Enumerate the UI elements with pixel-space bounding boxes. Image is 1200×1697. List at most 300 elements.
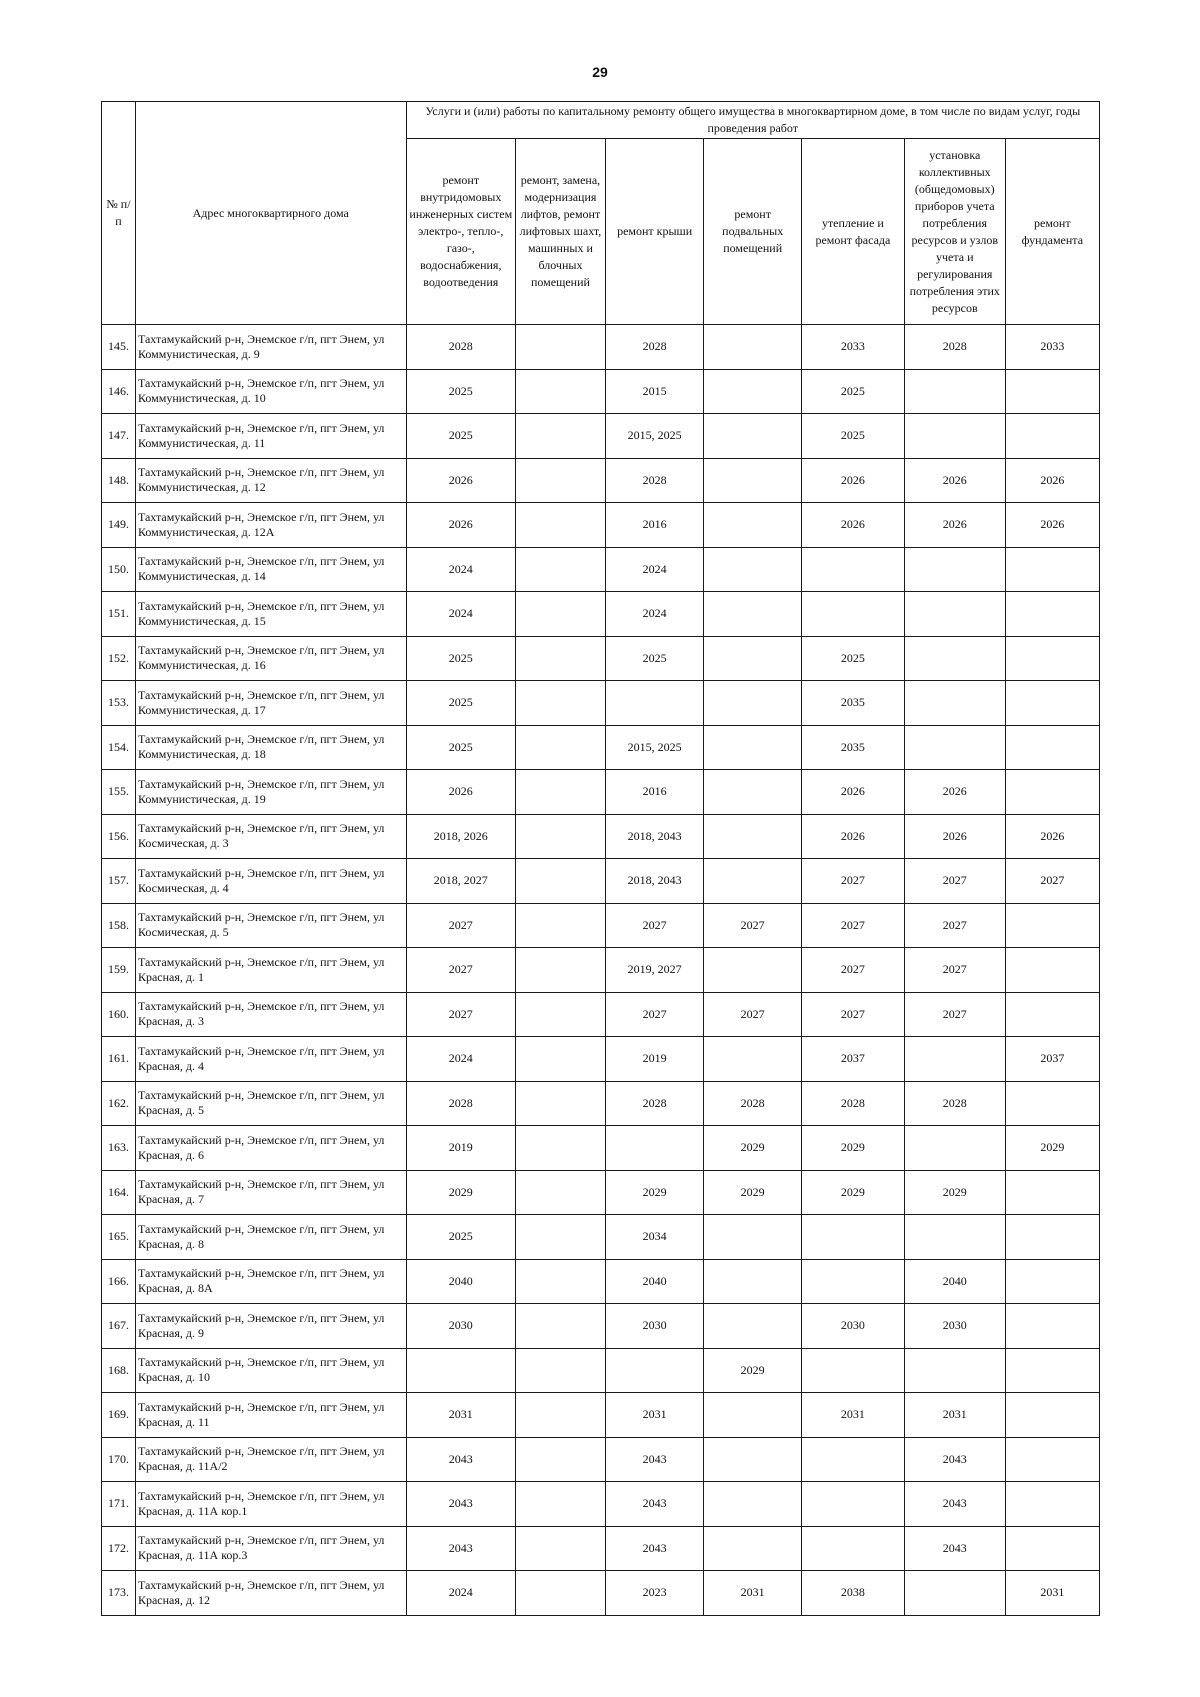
cell-engineering-systems: 2028: [406, 1081, 516, 1126]
cell-roof: 2027: [605, 903, 704, 948]
header-meters: установка коллективных (общедомовых) приборов учета потребления ресурсов и узлов учета и регулирования потребления этих ресурсов: [904, 139, 1005, 325]
cell-facade: 2025: [801, 636, 904, 681]
cell-elevators: [516, 503, 606, 548]
table-row: [102, 1215, 1100, 1260]
cell-meters: [904, 369, 1005, 414]
table-row: [102, 859, 1100, 904]
row-address: Тахтамукайский р-н, Энемское г/п, пгт Энем, ул Красная, д. 8: [135, 1215, 406, 1260]
row-address: Тахтамукайский р-н, Энемское г/п, пгт Энем, ул Коммунистическая, д. 15: [135, 592, 406, 637]
cell-roof: 2018, 2043: [605, 814, 704, 859]
row-address: Тахтамукайский р-н, Энемское г/п, пгт Энем, ул Красная, д. 10: [135, 1348, 406, 1393]
cell-facade: 2025: [801, 369, 904, 414]
row-address: Тахтамукайский р-н, Энемское г/п, пгт Энем, ул Коммунистическая, д. 11: [135, 414, 406, 459]
row-number: 160.: [102, 992, 136, 1037]
row-address: Тахтамукайский р-н, Энемское г/п, пгт Энем, ул Красная, д. 7: [135, 1170, 406, 1215]
row-address: Тахтамукайский р-н, Энемское г/п, пгт Энем, ул Красная, д. 12: [135, 1571, 406, 1616]
cell-basement: 2029: [704, 1126, 801, 1171]
cell-elevators: [516, 992, 606, 1037]
row-address: Тахтамукайский р-н, Энемское г/п, пгт Энем, ул Коммунистическая, д. 14: [135, 547, 406, 592]
row-number: 165.: [102, 1215, 136, 1260]
cell-roof: 2043: [605, 1482, 704, 1527]
cell-engineering-systems: 2028: [406, 325, 516, 370]
cell-roof: 2015: [605, 369, 704, 414]
row-address: Тахтамукайский р-н, Энемское г/п, пгт Энем, ул Коммунистическая, д. 12А: [135, 503, 406, 548]
cell-meters: 2027: [904, 992, 1005, 1037]
row-address: Тахтамукайский р-н, Энемское г/п, пгт Энем, ул Коммунистическая, д. 10: [135, 369, 406, 414]
row-number: 171.: [102, 1482, 136, 1527]
table-body: [102, 325, 1100, 1616]
cell-engineering-systems: 2043: [406, 1526, 516, 1571]
header-number: № п/п: [102, 102, 136, 325]
cell-roof: 2028: [605, 1081, 704, 1126]
row-number: 163.: [102, 1126, 136, 1171]
cell-elevators: [516, 414, 606, 459]
cell-meters: [904, 1126, 1005, 1171]
cell-roof: 2016: [605, 770, 704, 815]
table-row: [102, 1571, 1100, 1616]
cell-foundation: [1005, 1526, 1099, 1571]
cell-foundation: 2026: [1005, 503, 1099, 548]
cell-engineering-systems: 2027: [406, 903, 516, 948]
cell-basement: [704, 414, 801, 459]
cell-roof: 2015, 2025: [605, 725, 704, 770]
cell-basement: [704, 948, 801, 993]
row-address: Тахтамукайский р-н, Энемское г/п, пгт Энем, ул Красная, д. 11А кор.1: [135, 1482, 406, 1527]
cell-foundation: 2029: [1005, 1126, 1099, 1171]
cell-elevators: [516, 1126, 606, 1171]
table-row: [102, 414, 1100, 459]
table-row: [102, 1170, 1100, 1215]
cell-foundation: [1005, 1170, 1099, 1215]
cell-engineering-systems: 2025: [406, 681, 516, 726]
cell-facade: 2031: [801, 1393, 904, 1438]
cell-foundation: [1005, 547, 1099, 592]
row-address: Тахтамукайский р-н, Энемское г/п, пгт Энем, ул Красная, д. 6: [135, 1126, 406, 1171]
cell-basement: 2031: [704, 1571, 801, 1616]
header-roof: ремонт крыши: [605, 139, 704, 325]
cell-foundation: [1005, 992, 1099, 1037]
cell-roof: 2028: [605, 325, 704, 370]
cell-engineering-systems: 2030: [406, 1304, 516, 1349]
cell-elevators: [516, 903, 606, 948]
cell-facade: 2038: [801, 1571, 904, 1616]
cell-meters: 2030: [904, 1304, 1005, 1349]
row-address: Тахтамукайский р-н, Энемское г/п, пгт Энем, ул Коммунистическая, д. 12: [135, 458, 406, 503]
table-row: [102, 992, 1100, 1037]
cell-foundation: 2031: [1005, 1571, 1099, 1616]
cell-facade: 2027: [801, 903, 904, 948]
row-address: Тахтамукайский р-н, Энемское г/п, пгт Энем, ул Коммунистическая, д. 9: [135, 325, 406, 370]
cell-basement: [704, 1259, 801, 1304]
cell-basement: [704, 503, 801, 548]
cell-foundation: [1005, 592, 1099, 637]
cell-elevators: [516, 1304, 606, 1349]
cell-basement: 2029: [704, 1170, 801, 1215]
cell-meters: 2043: [904, 1526, 1005, 1571]
cell-engineering-systems: 2043: [406, 1437, 516, 1482]
cell-facade: 2027: [801, 948, 904, 993]
cell-roof: 2019: [605, 1037, 704, 1082]
cell-meters: [904, 1571, 1005, 1616]
cell-foundation: [1005, 1304, 1099, 1349]
cell-meters: 2031: [904, 1393, 1005, 1438]
cell-elevators: [516, 948, 606, 993]
row-number: 146.: [102, 369, 136, 414]
cell-roof: 2015, 2025: [605, 414, 704, 459]
row-number: 168.: [102, 1348, 136, 1393]
cell-engineering-systems: 2024: [406, 1571, 516, 1616]
cell-roof: 2028: [605, 458, 704, 503]
cell-elevators: [516, 1571, 606, 1616]
row-number: 164.: [102, 1170, 136, 1215]
cell-foundation: [1005, 903, 1099, 948]
cell-meters: 2027: [904, 948, 1005, 993]
cell-foundation: 2037: [1005, 1037, 1099, 1082]
cell-facade: 2025: [801, 414, 904, 459]
cell-roof: 2023: [605, 1571, 704, 1616]
cell-elevators: [516, 1170, 606, 1215]
cell-meters: 2026: [904, 814, 1005, 859]
table-row: [102, 325, 1100, 370]
cell-elevators: [516, 1081, 606, 1126]
cell-foundation: [1005, 770, 1099, 815]
cell-meters: 2043: [904, 1437, 1005, 1482]
cell-engineering-systems: 2043: [406, 1482, 516, 1527]
cell-meters: [904, 1348, 1005, 1393]
row-address: Тахтамукайский р-н, Энемское г/п, пгт Энем, ул Красная, д. 9: [135, 1304, 406, 1349]
cell-roof: 2029: [605, 1170, 704, 1215]
cell-elevators: [516, 1259, 606, 1304]
table-row: [102, 1348, 1100, 1393]
cell-meters: 2028: [904, 325, 1005, 370]
page-number: 29: [592, 64, 608, 80]
cell-basement: [704, 814, 801, 859]
cell-basement: [704, 1304, 801, 1349]
cell-meters: [904, 414, 1005, 459]
row-number: 155.: [102, 770, 136, 815]
cell-roof: 2031: [605, 1393, 704, 1438]
header-services-group: Услуги и (или) работы по капитальному ремонту общего имущества в многоквартирном доме, в том числе по видам услуг, годы проведения работ: [406, 102, 1099, 139]
row-number: 145.: [102, 325, 136, 370]
row-address: Тахтамукайский р-н, Энемское г/п, пгт Энем, ул Красная, д. 1: [135, 948, 406, 993]
cell-roof: [605, 1126, 704, 1171]
cell-facade: 2028: [801, 1081, 904, 1126]
table-row: [102, 1081, 1100, 1126]
cell-meters: 2027: [904, 859, 1005, 904]
cell-meters: [904, 592, 1005, 637]
capital-repair-table: [101, 101, 1100, 1616]
cell-elevators: [516, 636, 606, 681]
cell-engineering-systems: 2018, 2027: [406, 859, 516, 904]
row-number: 159.: [102, 948, 136, 993]
cell-foundation: [1005, 948, 1099, 993]
cell-facade: 2035: [801, 725, 904, 770]
cell-elevators: [516, 1482, 606, 1527]
cell-basement: [704, 1215, 801, 1260]
cell-basement: [704, 1526, 801, 1571]
cell-facade: [801, 1215, 904, 1260]
cell-meters: [904, 681, 1005, 726]
cell-elevators: [516, 814, 606, 859]
cell-basement: [704, 547, 801, 592]
row-number: 151.: [102, 592, 136, 637]
cell-facade: 2035: [801, 681, 904, 726]
table-row: [102, 592, 1100, 637]
cell-engineering-systems: 2024: [406, 547, 516, 592]
cell-meters: [904, 725, 1005, 770]
cell-engineering-systems: 2031: [406, 1393, 516, 1438]
table-row: [102, 458, 1100, 503]
row-number: 162.: [102, 1081, 136, 1126]
cell-engineering-systems: [406, 1348, 516, 1393]
cell-facade: 2027: [801, 859, 904, 904]
table-row: [102, 1126, 1100, 1171]
row-number: 148.: [102, 458, 136, 503]
cell-basement: [704, 369, 801, 414]
cell-facade: 2026: [801, 503, 904, 548]
cell-elevators: [516, 1526, 606, 1571]
row-number: 166.: [102, 1259, 136, 1304]
row-address: Тахтамукайский р-н, Энемское г/п, пгт Энем, ул Красная, д. 11А/2: [135, 1437, 406, 1482]
table-row: [102, 1526, 1100, 1571]
header-address: Адрес многоквартирного дома: [135, 102, 406, 325]
cell-engineering-systems: 2040: [406, 1259, 516, 1304]
row-number: 161.: [102, 1037, 136, 1082]
cell-roof: 2018, 2043: [605, 859, 704, 904]
cell-roof: 2043: [605, 1437, 704, 1482]
cell-elevators: [516, 681, 606, 726]
cell-elevators: [516, 1393, 606, 1438]
cell-basement: [704, 770, 801, 815]
row-address: Тахтамукайский р-н, Энемское г/п, пгт Энем, ул Коммунистическая, д. 19: [135, 770, 406, 815]
cell-meters: [904, 1215, 1005, 1260]
cell-basement: [704, 681, 801, 726]
cell-facade: [801, 1348, 904, 1393]
row-address: Тахтамукайский р-н, Энемское г/п, пгт Энем, ул Космическая, д. 4: [135, 859, 406, 904]
cell-engineering-systems: 2026: [406, 770, 516, 815]
cell-engineering-systems: 2025: [406, 414, 516, 459]
cell-roof: 2043: [605, 1526, 704, 1571]
cell-facade: 2029: [801, 1126, 904, 1171]
cell-engineering-systems: 2025: [406, 636, 516, 681]
row-address: Тахтамукайский р-н, Энемское г/п, пгт Энем, ул Красная, д. 4: [135, 1037, 406, 1082]
cell-engineering-systems: 2024: [406, 1037, 516, 1082]
cell-facade: 2026: [801, 770, 904, 815]
cell-basement: [704, 859, 801, 904]
cell-foundation: [1005, 1393, 1099, 1438]
cell-elevators: [516, 547, 606, 592]
cell-meters: 2027: [904, 903, 1005, 948]
cell-elevators: [516, 325, 606, 370]
cell-roof: 2034: [605, 1215, 704, 1260]
cell-roof: 2025: [605, 636, 704, 681]
cell-engineering-systems: 2026: [406, 503, 516, 548]
row-number: 170.: [102, 1437, 136, 1482]
cell-meters: [904, 636, 1005, 681]
row-address: Тахтамукайский р-н, Энемское г/п, пгт Энем, ул Коммунистическая, д. 17: [135, 681, 406, 726]
cell-facade: [801, 1259, 904, 1304]
row-address: Тахтамукайский р-н, Энемское г/п, пгт Энем, ул Коммунистическая, д. 16: [135, 636, 406, 681]
table-row: [102, 1259, 1100, 1304]
table-row: [102, 770, 1100, 815]
cell-meters: 2029: [904, 1170, 1005, 1215]
cell-elevators: [516, 725, 606, 770]
table-row: [102, 1304, 1100, 1349]
cell-foundation: [1005, 414, 1099, 459]
cell-facade: 2037: [801, 1037, 904, 1082]
cell-foundation: [1005, 725, 1099, 770]
table-row: [102, 903, 1100, 948]
cell-basement: 2029: [704, 1348, 801, 1393]
table-row: [102, 369, 1100, 414]
cell-engineering-systems: 2025: [406, 369, 516, 414]
cell-basement: [704, 1482, 801, 1527]
cell-foundation: [1005, 1081, 1099, 1126]
header-facade: утепление и ремонт фасада: [801, 139, 904, 325]
cell-foundation: [1005, 1259, 1099, 1304]
cell-engineering-systems: 2025: [406, 1215, 516, 1260]
cell-basement: 2028: [704, 1081, 801, 1126]
cell-engineering-systems: 2029: [406, 1170, 516, 1215]
cell-roof: 2024: [605, 592, 704, 637]
cell-meters: [904, 1037, 1005, 1082]
row-number: 158.: [102, 903, 136, 948]
cell-meters: [904, 547, 1005, 592]
table-row: [102, 1037, 1100, 1082]
row-number: 147.: [102, 414, 136, 459]
row-address: Тахтамукайский р-н, Энемское г/п, пгт Энем, ул Коммунистическая, д. 18: [135, 725, 406, 770]
header-basement: ремонт подвальных помещений: [704, 139, 801, 325]
cell-roof: 2016: [605, 503, 704, 548]
row-number: 169.: [102, 1393, 136, 1438]
cell-basement: [704, 1037, 801, 1082]
cell-engineering-systems: 2024: [406, 592, 516, 637]
cell-basement: [704, 725, 801, 770]
cell-facade: 2033: [801, 325, 904, 370]
table-row: [102, 681, 1100, 726]
cell-elevators: [516, 770, 606, 815]
cell-foundation: 2026: [1005, 814, 1099, 859]
row-number: 157.: [102, 859, 136, 904]
row-number: 150.: [102, 547, 136, 592]
table-row: [102, 1437, 1100, 1482]
header-elevators: ремонт, замена, модернизация лифтов, ремонт лифтовых шахт, машинных и блочных помещений: [516, 139, 606, 325]
cell-foundation: 2033: [1005, 325, 1099, 370]
cell-foundation: [1005, 1437, 1099, 1482]
row-number: 172.: [102, 1526, 136, 1571]
cell-elevators: [516, 458, 606, 503]
cell-foundation: [1005, 681, 1099, 726]
cell-elevators: [516, 1215, 606, 1260]
cell-foundation: 2027: [1005, 859, 1099, 904]
cell-basement: [704, 458, 801, 503]
cell-facade: [801, 1526, 904, 1571]
row-number: 167.: [102, 1304, 136, 1349]
row-number: 173.: [102, 1571, 136, 1616]
table-row: [102, 948, 1100, 993]
cell-roof: [605, 1348, 704, 1393]
cell-engineering-systems: 2018, 2026: [406, 814, 516, 859]
cell-facade: 2030: [801, 1304, 904, 1349]
cell-basement: [704, 1437, 801, 1482]
cell-meters: 2026: [904, 770, 1005, 815]
cell-basement: [704, 636, 801, 681]
cell-foundation: [1005, 636, 1099, 681]
cell-elevators: [516, 369, 606, 414]
table-row: [102, 547, 1100, 592]
cell-roof: 2024: [605, 547, 704, 592]
cell-engineering-systems: 2027: [406, 948, 516, 993]
cell-foundation: 2026: [1005, 458, 1099, 503]
row-number: 152.: [102, 636, 136, 681]
cell-roof: 2040: [605, 1259, 704, 1304]
cell-elevators: [516, 592, 606, 637]
cell-facade: [801, 1437, 904, 1482]
row-address: Тахтамукайский р-н, Энемское г/п, пгт Энем, ул Космическая, д. 5: [135, 903, 406, 948]
cell-engineering-systems: 2025: [406, 725, 516, 770]
cell-facade: 2029: [801, 1170, 904, 1215]
cell-engineering-systems: 2026: [406, 458, 516, 503]
cell-foundation: [1005, 1348, 1099, 1393]
table-row: [102, 503, 1100, 548]
cell-meters: 2040: [904, 1259, 1005, 1304]
cell-facade: [801, 592, 904, 637]
cell-meters: 2043: [904, 1482, 1005, 1527]
cell-facade: [801, 547, 904, 592]
cell-elevators: [516, 1348, 606, 1393]
cell-facade: 2027: [801, 992, 904, 1037]
cell-elevators: [516, 859, 606, 904]
header-foundation: ремонт фундамента: [1005, 139, 1099, 325]
cell-basement: 2027: [704, 903, 801, 948]
row-number: 153.: [102, 681, 136, 726]
cell-roof: 2019, 2027: [605, 948, 704, 993]
table-row: [102, 636, 1100, 681]
cell-roof: [605, 681, 704, 726]
cell-basement: [704, 1393, 801, 1438]
cell-meters: 2026: [904, 458, 1005, 503]
row-number: 154.: [102, 725, 136, 770]
cell-foundation: [1005, 1215, 1099, 1260]
table-row: [102, 814, 1100, 859]
cell-basement: 2027: [704, 992, 801, 1037]
table-row: [102, 1482, 1100, 1527]
row-address: Тахтамукайский р-н, Энемское г/п, пгт Энем, ул Красная, д. 8А: [135, 1259, 406, 1304]
cell-elevators: [516, 1437, 606, 1482]
row-address: Тахтамукайский р-н, Энемское г/п, пгт Энем, ул Красная, д. 11А кор.3: [135, 1526, 406, 1571]
cell-basement: [704, 325, 801, 370]
row-address: Тахтамукайский р-н, Энемское г/п, пгт Энем, ул Красная, д. 5: [135, 1081, 406, 1126]
row-address: Тахтамукайский р-н, Энемское г/п, пгт Энем, ул Красная, д. 3: [135, 992, 406, 1037]
cell-roof: 2030: [605, 1304, 704, 1349]
cell-elevators: [516, 1037, 606, 1082]
cell-facade: 2026: [801, 814, 904, 859]
cell-facade: 2026: [801, 458, 904, 503]
table-row: [102, 725, 1100, 770]
row-number: 156.: [102, 814, 136, 859]
cell-foundation: [1005, 1482, 1099, 1527]
row-number: 149.: [102, 503, 136, 548]
cell-engineering-systems: 2019: [406, 1126, 516, 1171]
cell-engineering-systems: 2027: [406, 992, 516, 1037]
cell-basement: [704, 592, 801, 637]
cell-roof: 2027: [605, 992, 704, 1037]
table-row: [102, 1393, 1100, 1438]
cell-meters: 2026: [904, 503, 1005, 548]
header-engineering-systems: ремонт внутридомовых инженерных систем электро-, тепло-, газо-, водоснабжения, водоотведения: [406, 139, 516, 325]
cell-facade: [801, 1482, 904, 1527]
cell-foundation: [1005, 369, 1099, 414]
